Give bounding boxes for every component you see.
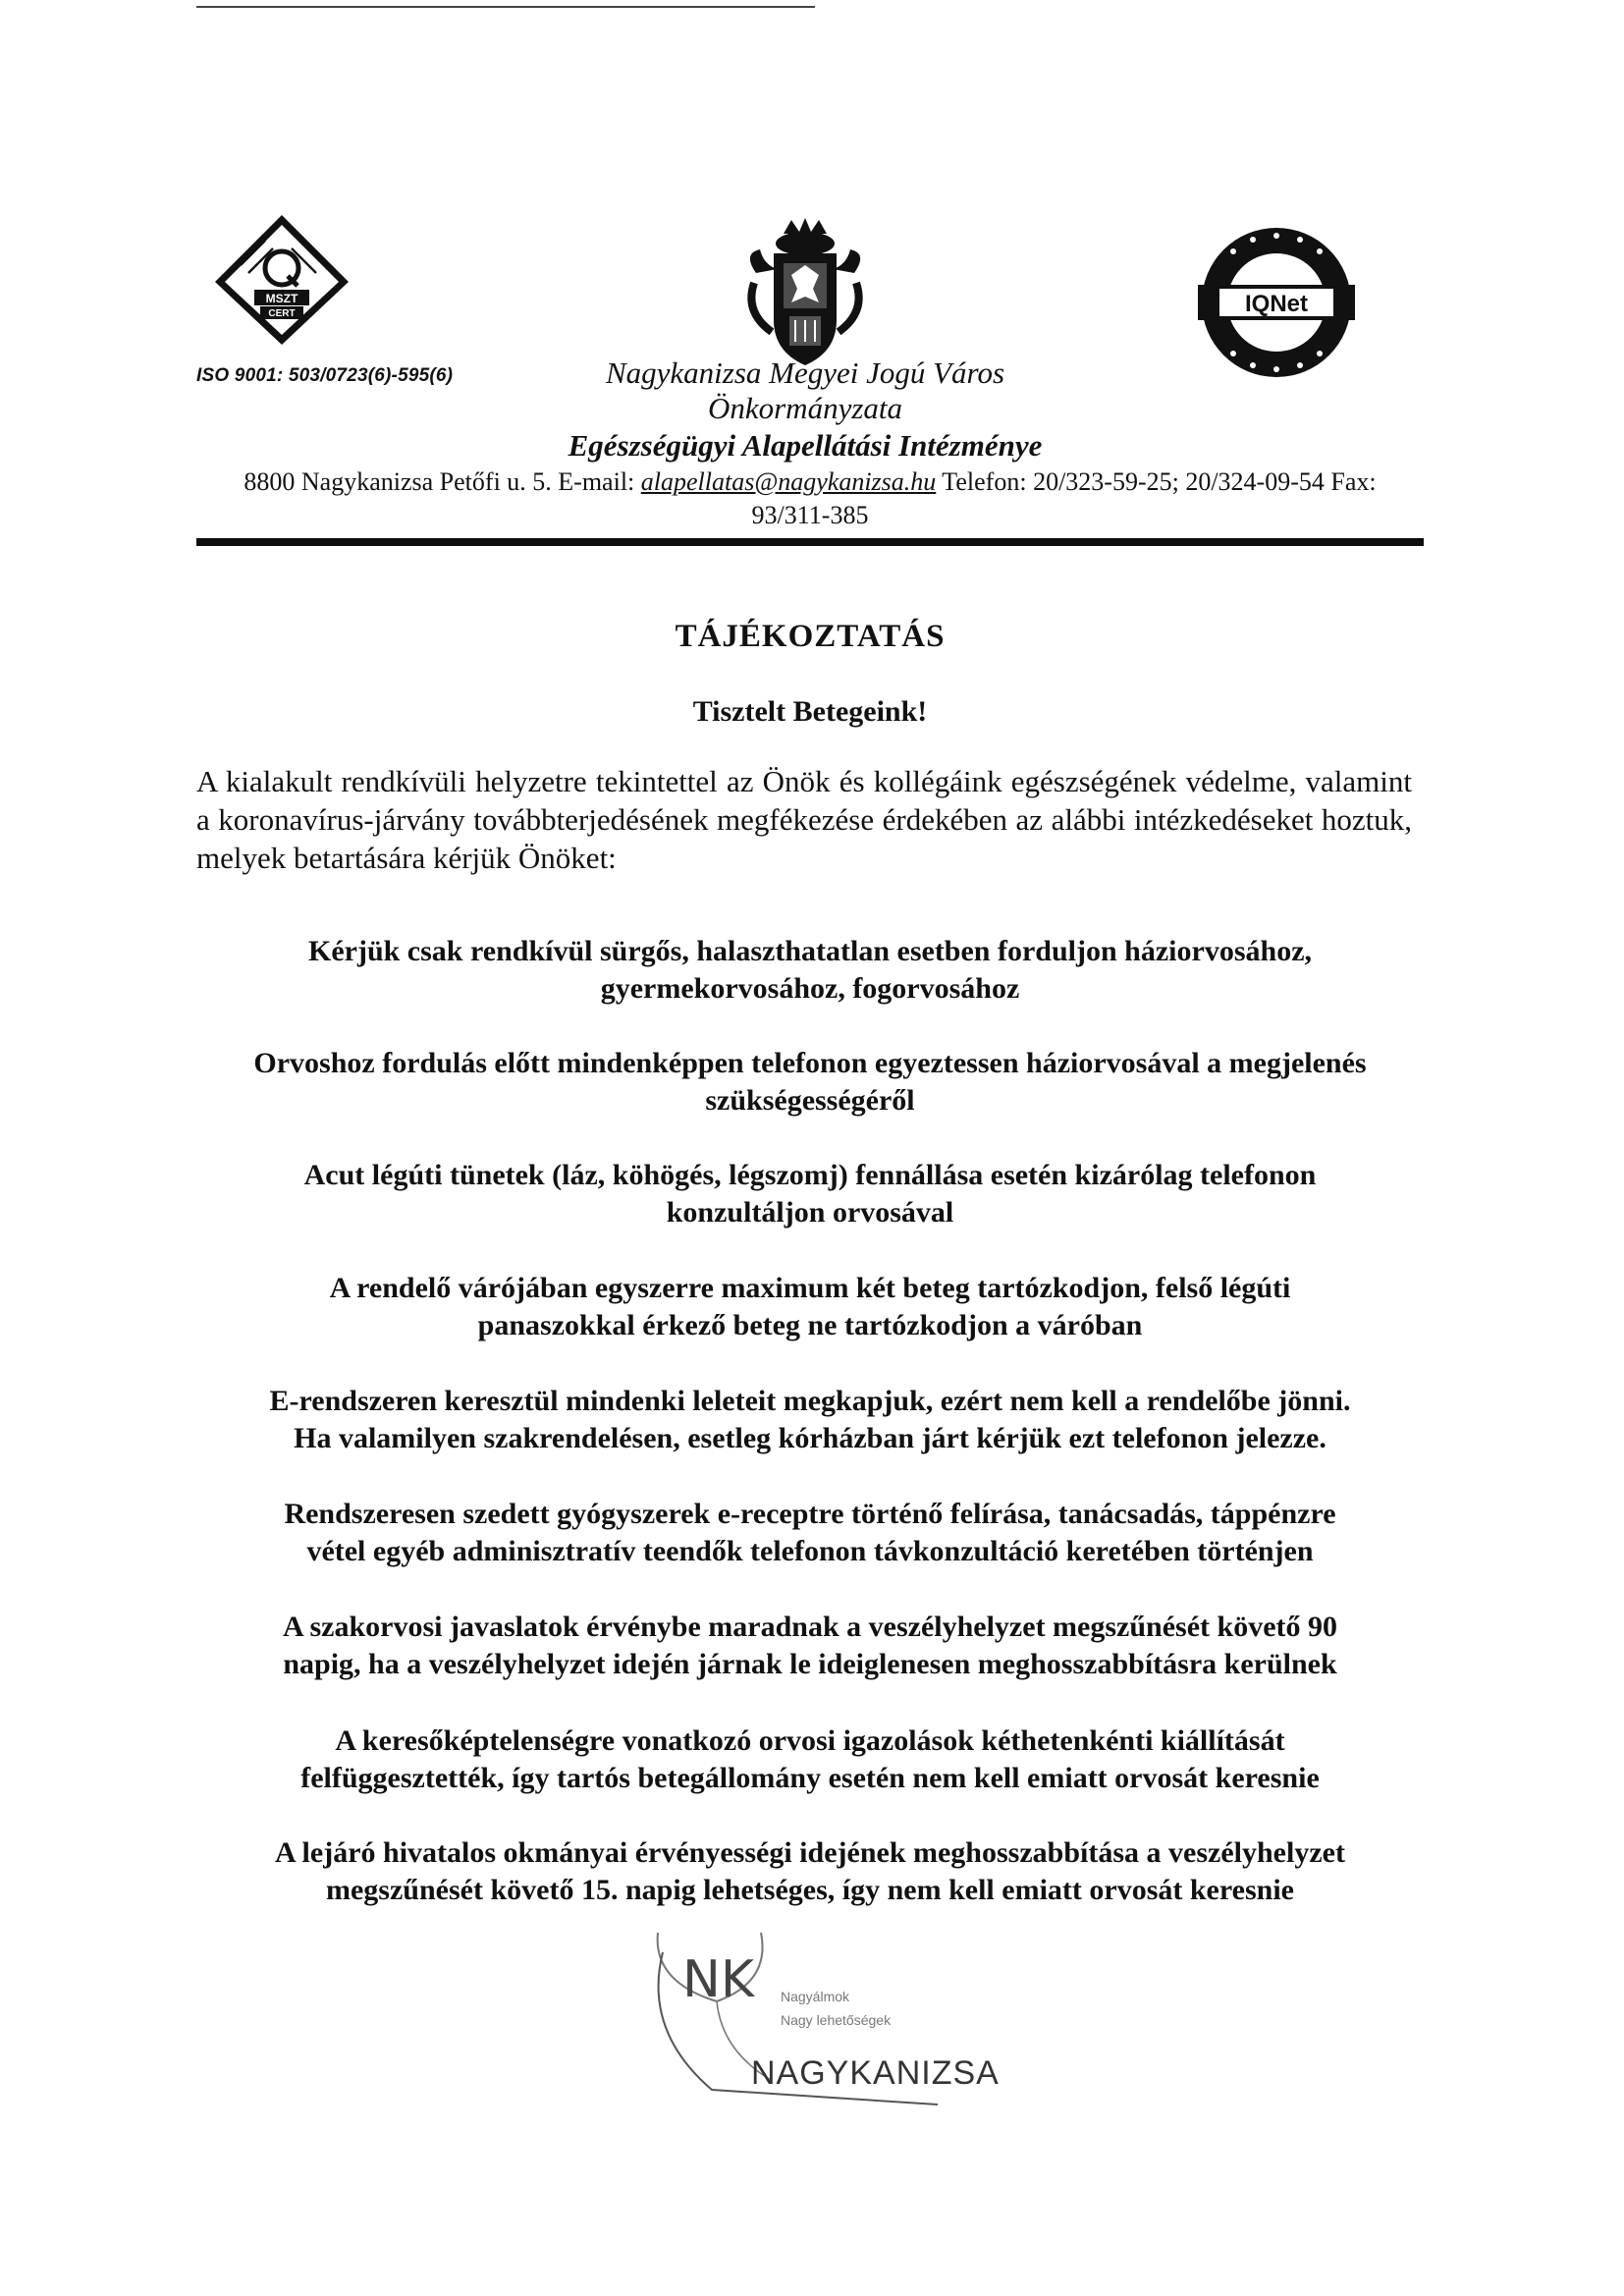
notice-line: A keresőképtelenségre vonatkozó orvosi igazolások kéthetenkénti kiállítását (335, 1724, 1285, 1757)
notice-line: E-rendszeren keresztül mindenki leleteit megkapjuk, ezért nem kell a rendelőbe jönni. (269, 1385, 1351, 1417)
top-scan-line (196, 6, 815, 8)
notice-item (177, 1834, 1443, 1909)
notice-item (177, 1609, 1443, 1683)
header-divider (196, 538, 1424, 546)
notice-item (177, 1383, 1443, 1457)
contact-address: 8800 Nagykanizsa Petőfi u. 5. E-mail: (244, 467, 641, 496)
iqnet-label: IQNet (1244, 291, 1309, 317)
notice-line: Kérjük csak rendkívül sürgős, halaszthatatlan esetben forduljon háziorvosához, (307, 935, 1313, 967)
notice-line: Orvoshoz fordulás előtt mindenképpen telefonon egyeztessen háziorvosával a megjelenés (253, 1047, 1367, 1079)
notice-line: panaszokkal érkező beteg ne tartózkodjon a váróban (477, 1309, 1143, 1341)
notice-line: Acut légúti tünetek (láz, köhögés, légszomj) fennállása esetén kizárólag telefonon (303, 1159, 1317, 1191)
contact-info (196, 465, 1424, 532)
org-name-line2: Önkormányzata (707, 391, 903, 425)
notice-line: Rendszeresen szedett gyógyszerek e-receptre történő felírása, tanácsadás, táppénzre (284, 1498, 1336, 1530)
mszt-cert-logo (211, 211, 353, 349)
contact-phone: Telefon: 20/323-59-25; 20/324-09-54 Fax: (936, 467, 1377, 496)
notice-line: napig, ha a veszélyhelyzet idején járnak le ideiglenesen meghosszabbításra kerülnek (283, 1648, 1337, 1680)
notice-item (177, 1157, 1443, 1231)
notice-line: gyermekorvosához, fogorvosához (600, 972, 1020, 1005)
email-link[interactable]: alapellatas@nagykanizsa.hu (640, 467, 937, 496)
iso-certification-number: ISO 9001: 503/0723(6)-595(6) (196, 365, 454, 386)
nagykanizsa-logo (623, 1903, 1000, 2119)
notice-line: A rendelő várójában egyszerre maximum két beteg tartózkodjon, felső légúti (329, 1272, 1291, 1304)
notice-line: konzultáljon orvosával (666, 1196, 954, 1229)
document-title: TÁJÉKOZTATÁS (675, 619, 946, 654)
notice-item (177, 1045, 1443, 1120)
notice-line: szükségességéről (705, 1084, 915, 1117)
mszt-label: MSZT (265, 292, 298, 305)
stamp-city-name: NAGYKANIZSA (751, 2054, 1000, 2092)
notice-line: megszűnését követő 15. napig lehetséges, így nem kell emiatt orvosát keresnie (326, 1874, 1294, 1906)
cert-label: CERT (268, 308, 296, 319)
intro-paragraph: A kialakult rendkívüli helyzetre tekintettel az Önök és kollégáink egészségének védelme, valamint a koronavírus-járvány továbbterjedésének megfékezése érdekében az alábbi intézkedéseket hoztuk, melyek betartására kérjük Önöket: (196, 764, 1412, 875)
iqnet-certified-logo (1198, 224, 1355, 381)
notice-line: A szakorvosi javaslatok érvénybe maradnak a veszélyhelyzet megszűnését követő 90 (282, 1611, 1338, 1643)
org-name-line3: Egészségügyi Alapellátási Intézménye (568, 428, 1043, 463)
notice-item (177, 1722, 1443, 1797)
greeting: Tisztelt Betegeink! (692, 695, 928, 728)
notice-line: Ha valamilyen szakrendelésen, esetleg kórházban járt kérjük ezt telefonon jelezze. (294, 1422, 1326, 1454)
notice-line: A lejáró hivatalos okmányai érvényességi idejének meghosszabbítása a veszélyhelyzet (275, 1836, 1345, 1869)
nk-monogram: NK (682, 1950, 754, 2009)
notice-line: vétel egyéb adminisztratív teendők telefonon távkonzultáció keretében történjen (306, 1535, 1314, 1567)
notice-item (177, 933, 1443, 1008)
stamp-slogan-2: Nagy lehetőségek (781, 2012, 892, 2028)
notice-item (177, 1270, 1443, 1344)
city-coat-of-arms (734, 214, 877, 371)
org-name-line1: Nagykanizsa Megyei Jogú Város (605, 355, 1005, 390)
notice-line: felfüggesztették, így tartós betegállomány esetén nem kell emiatt orvosát keresnie (300, 1762, 1320, 1794)
contact-fax: 93/311-385 (751, 501, 869, 529)
notice-item (177, 1496, 1443, 1570)
stamp-slogan-1: Nagyálmok (781, 1989, 850, 2004)
